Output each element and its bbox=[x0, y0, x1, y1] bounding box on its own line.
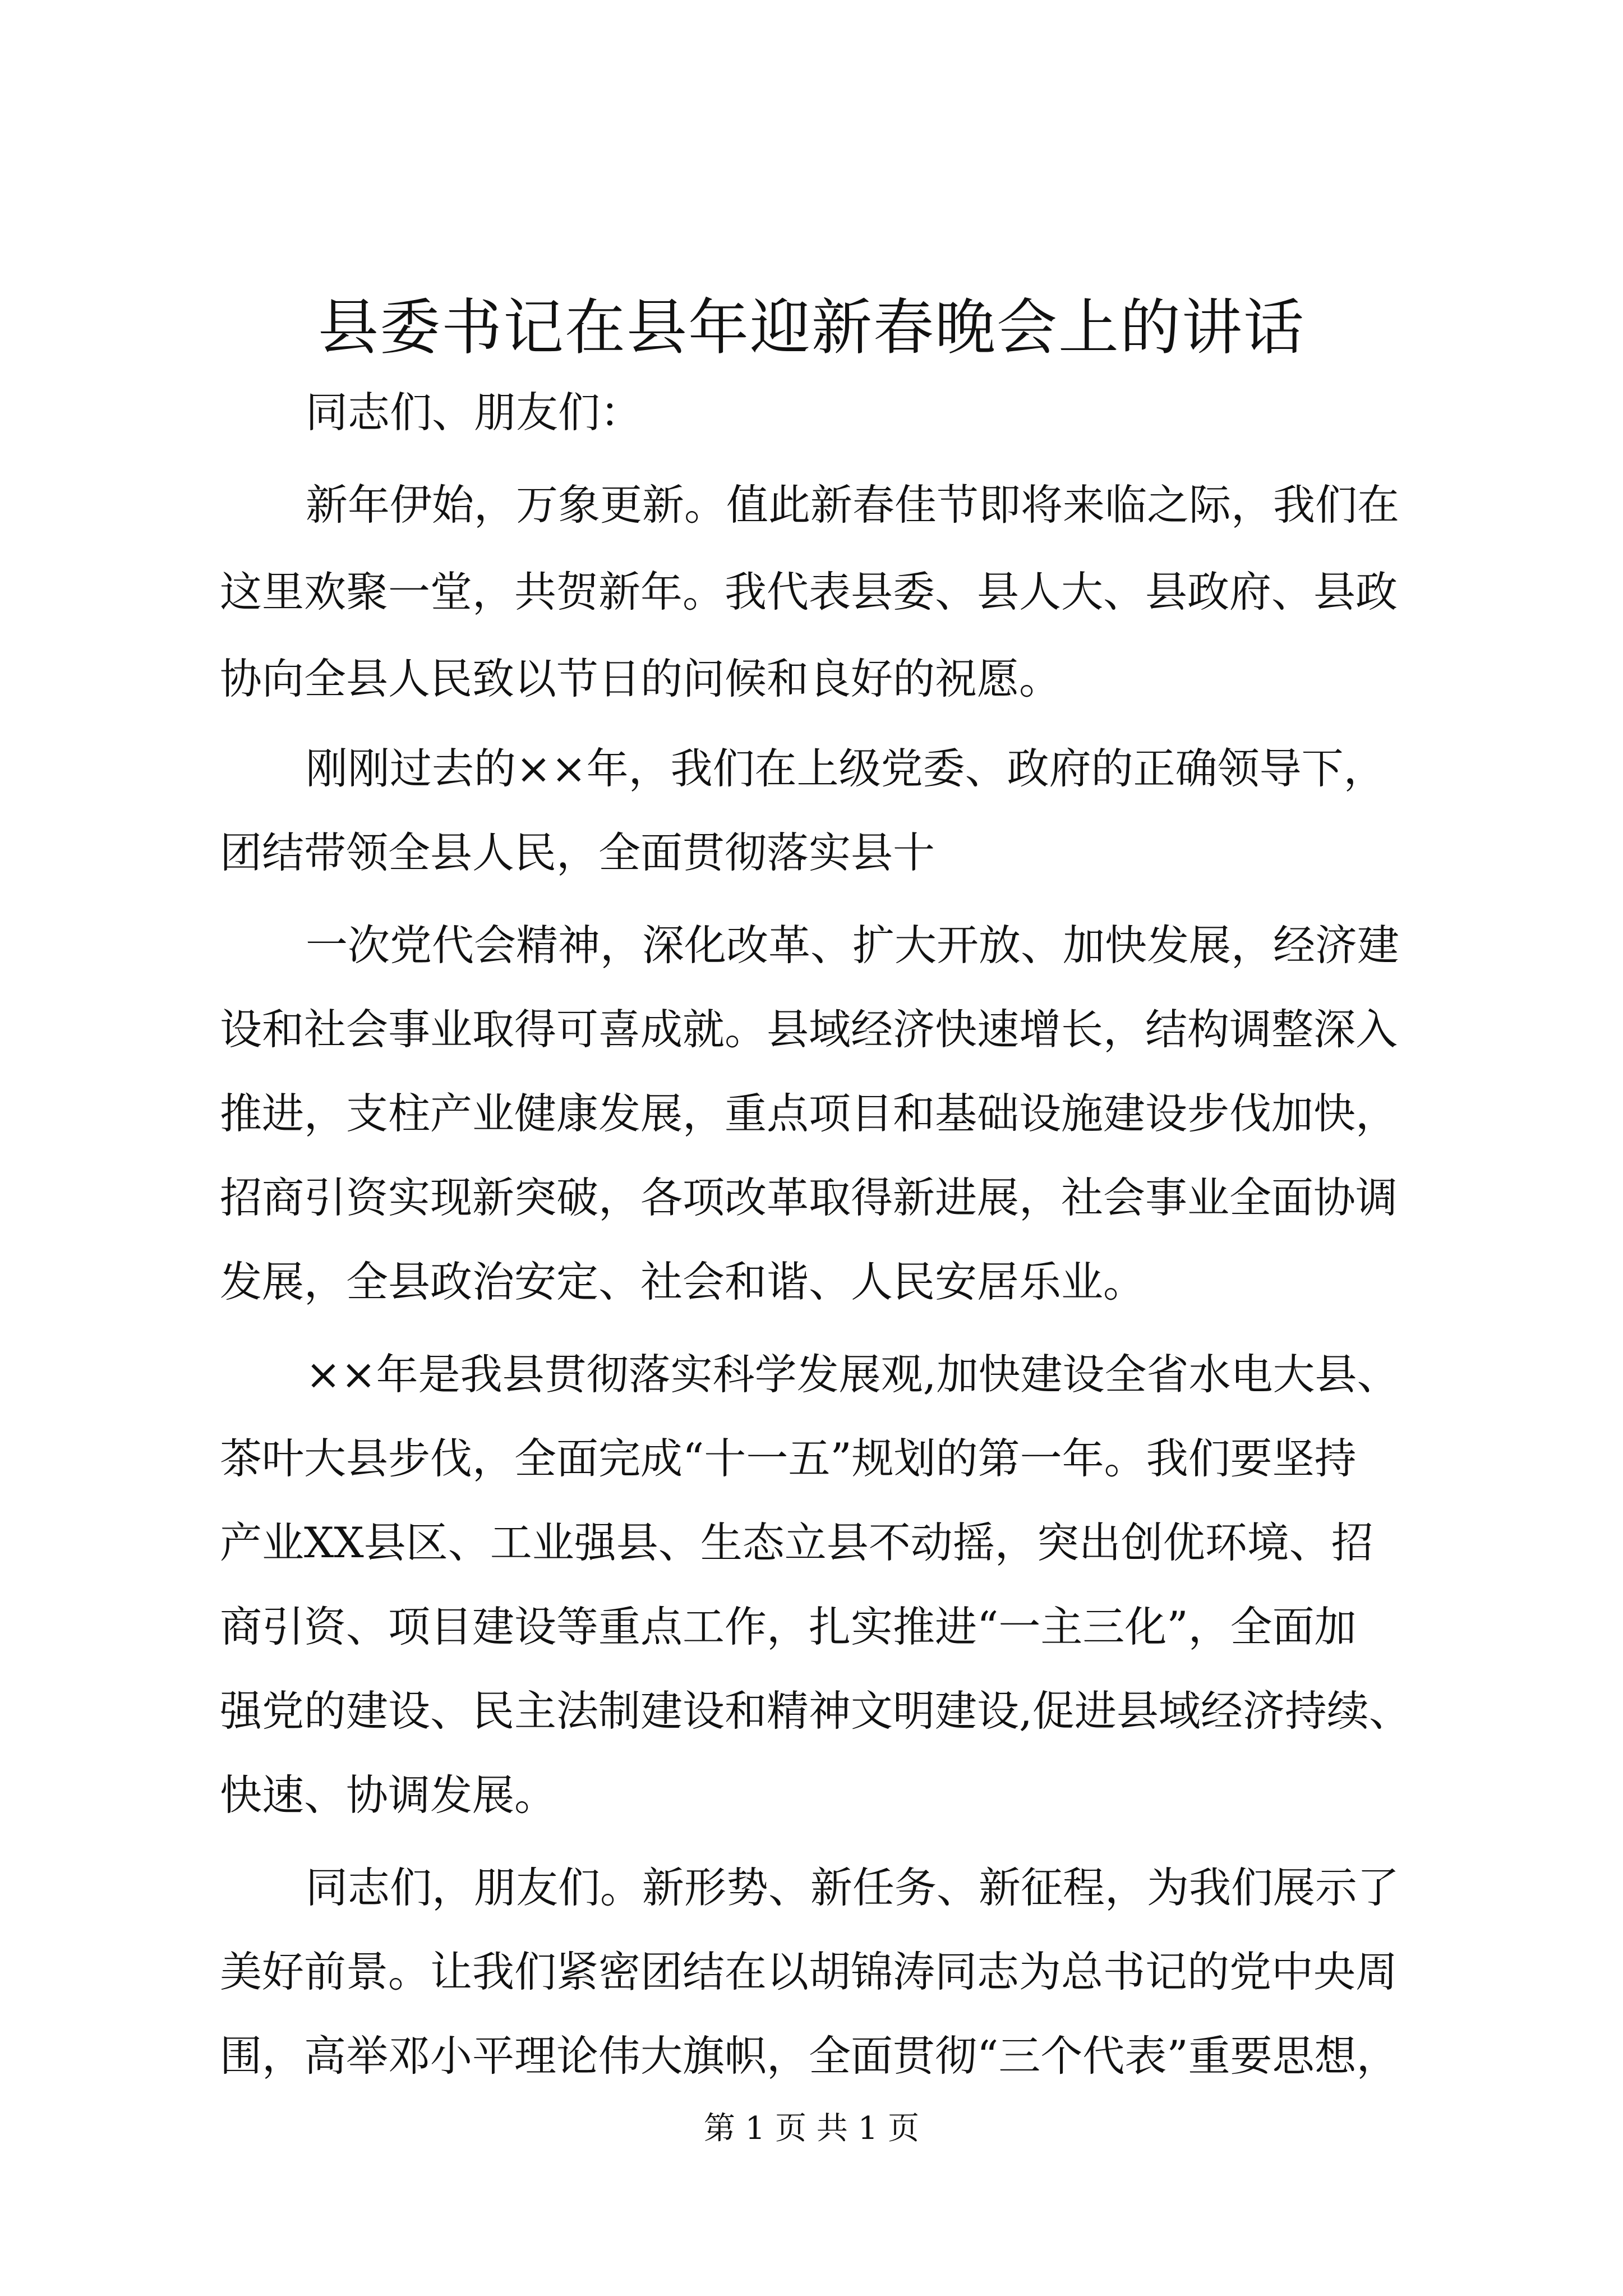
text-line: 产业XX县区、工业强县、生态立县不动摇，突出创优环境、招 bbox=[220, 1518, 1373, 1567]
text-line: 推进，支柱产业健康发展，重点项目和基础设施建设步伐加快， bbox=[220, 1089, 1398, 1138]
text-line: 团结带领全县人民，全面贯彻落实县十 bbox=[220, 828, 935, 877]
text-line: 同志们、朋友们： bbox=[306, 388, 643, 437]
text-line: 美好前景。让我们紧密团结在以胡锦涛同志为总书记的党中央周 bbox=[220, 1947, 1398, 1996]
text-line: 这里欢聚一堂，共贺新年。我代表县委、县人大、县政府、县政 bbox=[220, 567, 1398, 616]
text-line: 茶叶大县步伐，全面完成“十一五”规划的第一年。我们要坚持 bbox=[220, 1434, 1357, 1483]
text-line: 新年伊始，万象更新。值此新春佳节即将来临之际，我们在 bbox=[306, 480, 1400, 530]
text-line: ××年是我县贯彻落实科学发展观,加快建设全省水电大县、 bbox=[306, 1350, 1399, 1399]
text-line: 设和社会事业取得可喜成就。县域经济快速增长，结构调整深入 bbox=[220, 1005, 1398, 1054]
text-line: 协向全县人民致以节日的问候和良好的祝愿。 bbox=[220, 654, 1062, 703]
document-title: 县委书记在县年迎新春晚会上的讲话 bbox=[317, 293, 1305, 363]
page-number-footer: 第 1 页 共 1 页 bbox=[703, 2110, 920, 2147]
text-line: 强党的建设、民主法制建设和精神文明建设,促进县域经济持续、 bbox=[220, 1686, 1411, 1736]
text-line: 围，高举邓小平理论伟大旗帜，全面贯彻“三个代表”重要思想， bbox=[220, 2031, 1399, 2081]
text-line: 商引资、项目建设等重点工作，扎实推进“一主三化”，全面加 bbox=[220, 1602, 1357, 1651]
text-line: 快速、协调发展。 bbox=[220, 1770, 557, 1820]
text-line: 招商引资实现新突破，各项改革取得新进展，社会事业全面协调 bbox=[220, 1173, 1398, 1222]
text-line: 刚刚过去的××年，我们在上级党委、政府的正确领导下， bbox=[306, 744, 1386, 793]
text-line: 同志们，朋友们。新形势、新任务、新征程，为我们展示了 bbox=[306, 1863, 1400, 1912]
text-line: 一次党代会精神，深化改革、扩大开放、加快发展，经济建 bbox=[306, 921, 1400, 970]
text-line: 发展，全县政治安定、社会和谐、人民安居乐业。 bbox=[220, 1257, 1146, 1306]
